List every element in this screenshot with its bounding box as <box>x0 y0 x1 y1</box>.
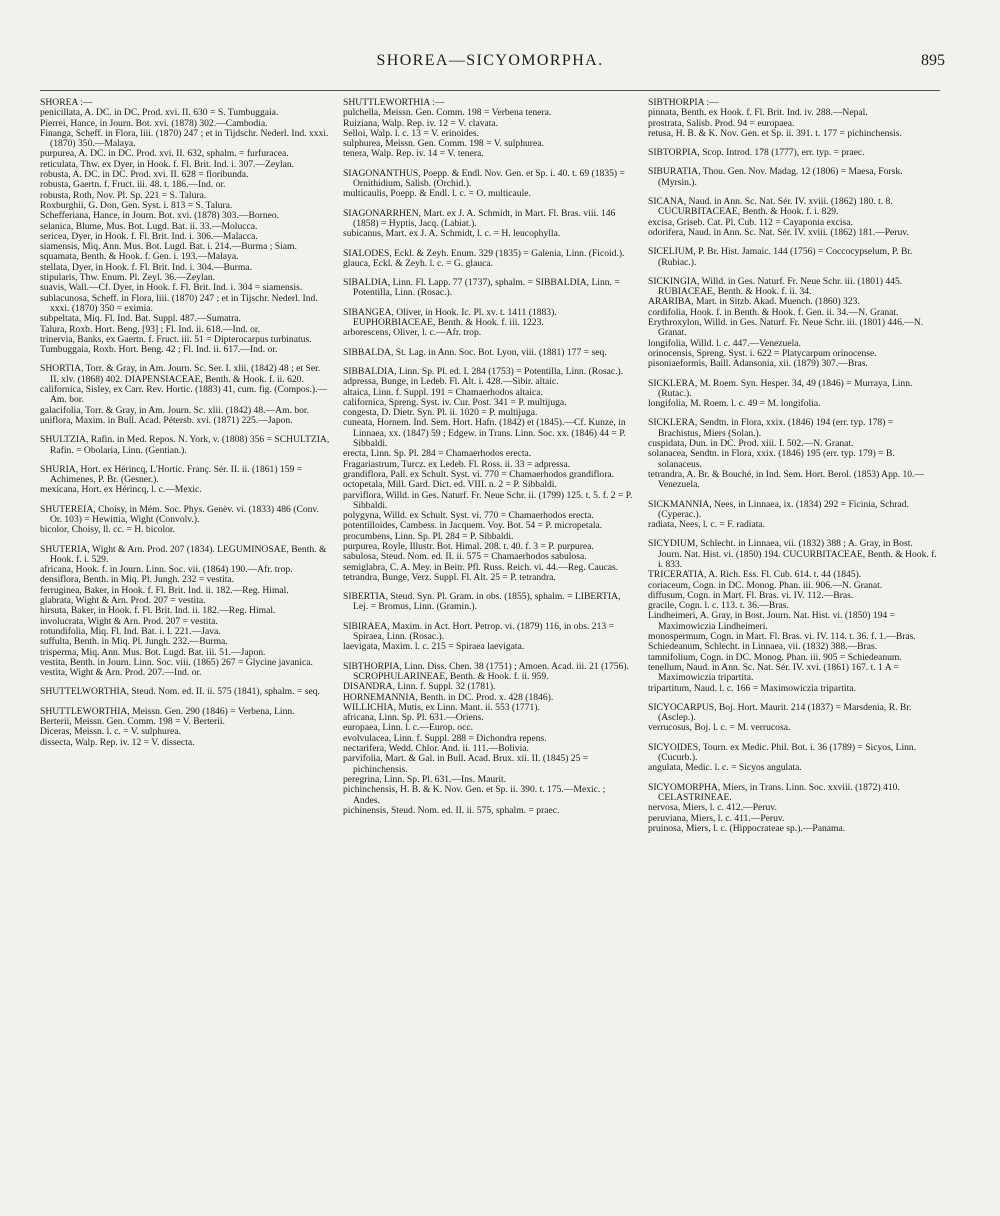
species-line: sulphurea, Meissn. Gen. Comm. 198 = V. sulphurea. <box>343 138 544 150</box>
species-line: californica, Spreng. Syst. iv. Cur. Post. 341 = P. multijuga. <box>343 396 567 408</box>
species-line: arborescens, Oliver, l. c.—Afr. trop. <box>343 327 482 339</box>
genus-entry <box>648 167 938 188</box>
species-line: Lindheimeri, A. Gray, in Bost. Journ. Nat. Hist. vi. (1850) 194 = Maximowiczia Lindheimeri. <box>648 610 896 632</box>
species-line: coriaceum, Cogn. in DC. Monog. Phan. iii. 906.—N. Granat. <box>648 579 883 591</box>
species-line: uniflora, Maxim. in Bull. Acad. Pétersb. xvi. (1871) 225.—Japon. <box>40 414 293 426</box>
genus-heading: SICKINGIA, Willd. in Ges. Naturf. Fr. Neue Schr. iii. (1801) 445. RUBIACEAE, Benth. & Hook. f. ii. 34. <box>648 275 903 298</box>
species-line: suavis, Wall.—Cf. Dyer, in Hook. f. Fl. Brit. Ind. i. 304 = siamensis. <box>40 282 303 294</box>
genus-entry <box>343 308 633 339</box>
genus-heading: SIBERTIA, Steud. Syn. Pl. Gram. in obs. (1855), sphalm. = LIBERTIA, Lej. = Bromus, Linn. (Gramin.). <box>343 591 621 613</box>
species-line: europaea, Linn. l. c.—Europ. occ. <box>343 722 473 734</box>
species-line: californica, Sisley, ex Carr. Rev. Hortic. (1883) 41, cum. fig. (Compos.).—Am. bor. <box>40 384 328 406</box>
genus-entry <box>343 98 633 160</box>
species-line: procumbens, Linn. Sp. Pl. 284 = P. Sibbaldi. <box>343 530 514 542</box>
species-line: purpurea, A. DC. in DC. Prod. xvi. II. 632, sphalm. = furfuracea. <box>40 148 289 160</box>
species-line: potentilloides, Cambess. in Jacquem. Voy. Bot. 54 = P. micropetala. <box>343 520 603 532</box>
species-line: Schefferiana, Hance, in Journ. Bot. xvi. (1878) 303.—Borneo. <box>40 210 280 222</box>
genus-heading: SICYOIDES, Tourn. ex Medic. Phil. Bot. i. 36 (1789) = Sicyos, Linn. (Cucurb.). <box>648 741 917 764</box>
species-line: sabulosa, Steud. Nom. ed. II. ii. 575 = Chamaerhodos sabulosa. <box>343 551 587 563</box>
species-line: cuspidata, Dun. in DC. Prod. xiii. I. 502.—N. Granat. <box>648 438 854 450</box>
genus-heading: SIBANGEA, Oliver, in Hook. Ic. Pl. xv. t. 1411 (1883). EUPHORBIACEAE, Benth. & Hook. f. iii. 1223. <box>343 306 557 329</box>
genus-heading: SICYOCARPUS, Boj. Hort. Maurit. 214 (1837) = Marsdenia, R. Br. (Asclep.). <box>648 701 912 724</box>
species-line: peruviana, Miers, l. c. 411.—Peruv. <box>648 812 785 824</box>
genus-heading: SIBBALDIA, Linn. Sp. Pl. ed. I. 284 (1753) = Potentilla, Linn. (Rosac.). <box>343 365 624 377</box>
species-line: Finanga, Scheff. in Flora, liii. (1870) 247 ; et in Tijdschr. Nederl. Ind. xxxi. (1870) 350.—Malaya. <box>40 127 329 150</box>
genus-heading: SICANA, Naud. in Ann. Sc. Nat. Sér. IV. xviii. (1862) 180. t. 8. CUCURBITACEAE, Benth. & Hook. f. i. 829. <box>648 196 893 218</box>
species-line: pichinchensis, H. B. & K. Nov. Gen. et Sp. ii. 390. t. 175.—Mexic. ; Andes. <box>343 784 606 806</box>
species-line: cuneata, Hornem. Ind. Sem. Hort. Hafn. (1842) et (1845).—Cf. Kunze, in Linnaea, xx. (1847) 59 ; Edgew. in Trans. Linn. Soc. xx. (1846) 44 = P. Sibbaldi. <box>343 417 626 450</box>
species-line: pisoniaeformis, Baill. Adansonia, xii. (1879) 307.—Bras. <box>648 358 868 370</box>
genus-heading: SIBTHORPIA :— <box>648 98 719 108</box>
species-line: parvifolia, Mart. & Gal. in Bull. Acad. Brux. xii. II. (1845) 25 = pichinchensis. <box>343 753 589 775</box>
species-line: pichinensis, Steud. Nom. ed. II. ii. 575, sphalm. = praec. <box>343 804 560 816</box>
genus-entry <box>648 148 938 158</box>
species-line: tenera, Walp. Rep. iv. 14 = V. tenera. <box>343 148 484 160</box>
species-line: glabrata, Wight & Arn. Prod. 207 = vestita. <box>40 595 206 607</box>
species-line: Roxburghii, G. Don, Gen. Syst. i. 813 = S. Talura. <box>40 199 233 211</box>
genus-entry <box>648 500 938 531</box>
species-line: angulata, Medic. l. c. = Sicyos angulata. <box>648 762 802 774</box>
genus-heading: SIBBALDA, St. Lag. in Ann. Soc. Bot. Lyon, viii. (1881) 177 = seq. <box>343 346 607 358</box>
species-line: bicolor, Choisy, ll. cc. = H. bicolor. <box>40 524 175 536</box>
species-line: retusa, H. B. & K. Nov. Gen. et Sp. ii. 391. t. 177 = pichinchensis. <box>648 127 902 139</box>
species-line: africana, Linn. Sp. Pl. 631.—Oriens. <box>343 712 484 724</box>
species-line: trisperma, Miq. Ann. Mus. Bot. Lugd. Bat. iii. 51.—Japon. <box>40 646 266 658</box>
genus-entry <box>648 539 938 693</box>
species-line: HORNEMANNIA, Benth. in DC. Prod. x. 428 (1846). <box>343 691 554 703</box>
genus-heading: SHOREA :— <box>40 98 93 108</box>
genus-entry <box>648 197 938 238</box>
genus-entry <box>40 505 330 536</box>
species-line: verrucosus, Boj. l. c. = M. verrucosa. <box>648 722 791 734</box>
genus-entry <box>648 743 938 774</box>
species-line: glauca, Eckl. & Zeyh. l. c. = G. glauca. <box>343 257 494 269</box>
genus-entry <box>343 348 633 358</box>
genus-entry <box>343 169 633 200</box>
genus-heading: SHURIA, Hort. ex Hérincq, L'Hortic. Franç. Sér. II. ii. (1861) 159 = Achimenes, P. Br. (Gesner.). <box>40 463 303 486</box>
species-line: pruinosa, Miers, l. c. (Hippocrateae sp.).—Panama. <box>648 822 846 834</box>
species-line: robusta, Roth, Nov. Pl. Sp. 221 = S. Talura. <box>40 189 207 201</box>
species-line: vestita, Wight & Arn. Prod. 207.—Ind. or. <box>40 667 202 679</box>
species-line: tripartitum, Naud. l. c. 166 = Maximowiczia tripartita. <box>648 682 856 694</box>
genus-entry <box>343 249 633 270</box>
genus-entry <box>648 277 938 370</box>
genus-entry <box>343 662 633 816</box>
species-line: dissecta, Walp. Rep. iv. 12 = V. dissecta. <box>40 736 195 748</box>
genus-entry <box>343 278 633 299</box>
species-line: tenellum, Naud. in Ann. Sc. Nat. Sér. IV. xvi. (1861) 167. t. 1 A = Maximowiczia tripartita. <box>648 661 899 684</box>
genus-entry <box>343 592 633 613</box>
species-line: Pierrei, Hance, in Journ. Bot. xvi. (1878) 302.—Cambodia. <box>40 117 268 129</box>
genus-heading: SIBTORPIA, Scop. Introd. 178 (1777), err. typ. = praec. <box>648 147 865 159</box>
page-number: 895 <box>921 52 945 69</box>
species-line: polygyna, Willd. ex Schult. Syst. vi. 770 = Chamaerhodos erecta. <box>343 510 594 522</box>
species-line: laevigata, Maxim. l. c. 215 = Spiraea laevigata. <box>343 641 525 653</box>
species-line: Diceras, Meissn. l. c. = V. sulphurea. <box>40 726 181 738</box>
species-line: multicaulis, Poepp. & Endl. l. c. = O. multicaule. <box>343 188 531 200</box>
genus-entry <box>40 545 330 679</box>
species-line: DISANDRA, Linn. f. Suppl. 32 (1781). <box>343 681 496 693</box>
species-line: adpressa, Bunge, in Ledeb. Fl. Alt. i. 428.—Sibir. altaic. <box>343 376 559 388</box>
genus-heading: SICKMANNIA, Nees, in Linnaea, ix. (1834) 292 = Ficinia, Schrad. (Cyperac.). <box>648 498 909 520</box>
species-line: excisa, Griseb. Cat. Pl. Cub. 112 = Cayaponia excisa. <box>648 216 853 228</box>
header-rule <box>40 90 940 91</box>
genus-entry <box>343 367 633 583</box>
species-line: Tumbuggaia, Roxb. Hort. Beng. 42 ; Fl. Ind. ii. 617.—Ind. or. <box>40 344 278 356</box>
species-line: penicillata, A. DC. in DC. Prod. xvi. II. 630 = S. Tumbuggaia. <box>40 107 279 119</box>
species-line: altaica, Linn. f. Suppl. 191 = Chamaerhodos altaica. <box>343 386 543 398</box>
genus-heading: SICKLERA, M. Roem. Syn. Hesper. 34, 49 (1846) = Murraya, Linn. (Rutac.). <box>648 377 913 399</box>
species-line: radiata, Nees, l. c. = F. radiata. <box>648 519 766 531</box>
genus-heading: SICKLERA, Sendtn. in Flora, xxix. (1846) 194 (err. typ. 178) = Brachistus, Miers (Solan.). <box>648 417 894 439</box>
genus-heading: SIBURATIA, Thou. Gen. Nov. Madag. 12 (1806) = Maesa, Forsk. (Myrsin.). <box>648 166 903 188</box>
species-line: longifolia, Willd. l. c. 447.—Venezuela. <box>648 337 801 349</box>
species-line: selanica, Blume, Mus. Bot. Lugd. Bat. ii. 33.—Molucca. <box>40 220 258 232</box>
running-title: SHOREA—SICYOMORPHA. <box>376 52 604 69</box>
genus-entry <box>648 418 938 490</box>
genus-heading: SHUTERIA, Wight & Arn. Prod. 207 (1834). LEGUMINOSAE, Benth. & Hook. f. i. 529. <box>40 543 327 565</box>
species-line: orinocensis, Spreng. Syst. i. 622 = Platycarpum orinocense. <box>648 347 877 359</box>
species-line: gracile, Cogn. l. c. 113. t. 36.—Bras. <box>648 600 789 612</box>
species-line: tetrandra, Bunge, Verz. Suppl. Fl. Alt. 25 = P. tetrandra. <box>343 571 556 583</box>
species-line: sublacunosa, Scheff. in Flora, liii. (1870) 247 ; et in Tijschr. Nederl. Ind. xxxi. (1870) 350 = eximia. <box>40 292 318 314</box>
genus-entry <box>40 687 330 697</box>
genus-entry <box>40 435 330 456</box>
genus-heading: SIAGONANTHUS, Poepp. & Endl. Nov. Gen. et Sp. i. 40. t. 69 (1835) = Ornithidium, Salisb. (Orchid.). <box>343 167 625 190</box>
genus-heading: SIBIRAEA, Maxim. in Act. Hort. Petrop. vi. (1879) 116, in obs. 213 = Spiraea, Linn. (Rosac.). <box>343 620 615 643</box>
genus-entry <box>40 707 330 748</box>
species-line: galacifolia, Torr. & Gray, in Am. Journ. Sc. xlii. (1842) 48.—Am. bor. <box>40 404 309 416</box>
species-line: peregrina, Linn. Sp. Pl. 631.—Ins. Maurit. <box>343 773 507 785</box>
species-line: longifolia, M. Roem. l. c. 49 = M. longifolia. <box>648 398 821 410</box>
species-line: Selloi, Walp. l. c. 13 = V. erinoides. <box>343 127 480 139</box>
species-line: WILLICHIA, Mutis, ex Linn. Mant. ii. 553 (1771). <box>343 701 540 713</box>
genus-heading: SIBALDIA, Linn. Fl. Lapp. 77 (1737), sphalm. = SIBBALDIA, Linn. = Potentilla, Linn. (Rosac.). <box>343 277 620 299</box>
column-3 <box>648 98 938 1206</box>
species-line: Ruiziana, Walp. Rep. iv. 12 = V. clavata. <box>343 117 499 129</box>
genus-entry <box>40 98 330 355</box>
species-line: tamnifolium, Cogn. in DC. Monog. Phan. iii. 905 = Schiedeanum. <box>648 651 902 663</box>
species-line: solanacea, Sendtn. in Flora, xxix. (1846) 195 (err. typ. 179) = B. solanaceus. <box>648 448 895 470</box>
genus-entry <box>648 98 938 139</box>
column-1 <box>40 98 330 1206</box>
species-line: mexicana, Hort. ex Hérincq, l. c.—Mexic. <box>40 484 202 496</box>
genus-heading: SICYOMORPHA, Miers, in Trans. Linn. Soc. xxviii. (1872) 410. CELASTRINEAE. <box>648 781 900 803</box>
species-line: sericea, Dyer, in Hook. f. Fl. Brit. Ind. i. 306.—Malacca. <box>40 230 258 242</box>
genus-heading: SIALODES, Eckl. & Zeyh. Enum. 329 (1835) = Galenia, Linn. (Ficoid.). <box>343 247 625 259</box>
species-line: grandiflora, Pall. ex Schult. Syst. vi. 770 = Chamaerhodos grandiflora. <box>343 468 615 480</box>
species-line: subpeltata, Miq. Fl. Ind. Bat. Suppl. 487.—Sumatra. <box>40 313 241 325</box>
species-line: nervosa, Miers, l. c. 412.—Peruv. <box>648 802 777 814</box>
species-line: Talura, Roxb. Hort. Beng. [93] ; Fl. Ind. ii. 618.—Ind. or. <box>40 323 260 335</box>
species-line: monospermum, Cogn. in Mart. Fl. Bras. vi. IV. 114. t. 36. f. 1.—Bras. <box>648 631 916 643</box>
genus-entry <box>648 379 938 410</box>
genus-entry <box>648 247 938 268</box>
species-line: congesta, D. Dietr. Syn. Pl. ii. 1020 = P. multijuga. <box>343 407 538 419</box>
species-line: semiglabra, C. A. Mey. in Beitr. Pfl. Russ. Reich. vi. 44.—Reg. Caucas. <box>343 561 619 573</box>
species-line: hirsuta, Baker, in Hook. f. Fl. Brit. Ind. ii. 182.—Reg. Himal. <box>40 605 276 617</box>
page-header <box>40 52 945 74</box>
species-line: odorifera, Naud. in Ann. Sc. Nat. Sér. IV. xviii. (1862) 181.—Peruv. <box>648 226 909 238</box>
species-line: cordifolia, Hook. f. in Benth. & Hook. f. Gen. ii. 34.—N. Granat. <box>648 306 899 318</box>
species-line: squamata, Benth. & Hook. f. Gen. i. 193.—Malaya. <box>40 251 239 263</box>
genus-heading: SHUTTELWORTHIA, Steud. Nom. ed. II. ii. 575 (1841), sphalm. = seq. <box>40 686 320 698</box>
species-line: nectarifera, Wedd. Chlor. And. ii. 111.—Bolivia. <box>343 743 529 755</box>
species-line: africana, Hook. f. in Journ. Linn. Soc. vii. (1864) 190.—Afr. trop. <box>40 564 293 576</box>
species-line: reticulata, Thw. ex Dyer, in Hook. f. Fl. Brit. Ind. i. 307.—Zeylan. <box>40 158 295 170</box>
species-line: TRICERATIA, A. Rich. Ess. Fl. Cub. 614. t. 44 (1845). <box>648 569 862 581</box>
species-line: suffulta, Benth. in Miq. Pl. Jungh. 232.—Burma. <box>40 636 228 648</box>
genus-heading: SIBTHORPIA, Linn. Diss. Chen. 38 (1751) ; Amoen. Acad. iii. 21 (1756). SCROPHULARINEAE, Benth. & Hook. f. ii. 959. <box>343 660 629 682</box>
species-line: robusta, A. DC. in DC. Prod. xvi. II. 628 = floribunda. <box>40 169 249 181</box>
species-line: diffusum, Cogn. in Mart. Fl. Bras. vi. IV. 112.—Bras. <box>648 589 854 601</box>
genus-heading: SHUTTLEWORTHIA :— <box>343 98 445 108</box>
genus-heading: SHORTIA, Torr. & Gray, in Am. Journ. Sc. Ser. I. xlii. (1842) 48 ; et Ser. II. xlv. (1868) 402. DIAPENSIACEAE, Benth. & Hook. f. ii. 620. <box>40 363 321 385</box>
genus-entry <box>40 465 330 496</box>
species-line: siamensis, Miq. Ann. Mus. Bot. Lugd. Bat. i. 214.—Burma ; Siam. <box>40 241 297 253</box>
genus-entry <box>648 703 938 734</box>
species-line: robusta, Gaertn. f. Fruct. iii. 48. t. 186.—Ind. or. <box>40 179 226 191</box>
genus-entry <box>40 364 330 426</box>
species-line: octopetala, Mill. Gard. Dict. ed. VIII. n. 2 = P. Sibbaldi. <box>343 479 557 491</box>
genus-heading: SIAGONARRHEN, Mart. ex J. A. Schmidt, in Mart. Fl. Bras. viii. 146 (1858) = Hyptis, Jacq. (Labiat.). <box>343 207 616 229</box>
species-line: pinnata, Benth. ex Hook. f. Fl. Brit. Ind. iv. 288.—Nepal. <box>648 107 868 119</box>
genus-heading: SHULTZIA, Rafin. in Med. Repos. N. York, v. (1808) 356 = SCHULTZIA, Rafin. = Obolaria, Linn. (Gentian.). <box>40 434 330 456</box>
species-line: ferruginea, Baker, in Hook. f. Fl. Brit. Ind. ii. 182.—Reg. Himal. <box>40 584 289 596</box>
species-line: erecta, Linn. Sp. Pl. 284 = Chamaerhodos erecta. <box>343 448 532 460</box>
species-line: tetrandra, A. Br. & Bouché, in Ind. Sem. Hort. Berol. (1853) App. 10.—Venezuela. <box>648 468 925 491</box>
species-line: subicanus, Mart. ex J. A. Schmidt, l. c. = H. leucophylla. <box>343 228 561 240</box>
genus-heading: SHUTTLEWORTHIA, Meissn. Gen. 290 (1846) = Verbena, Linn. <box>40 705 295 717</box>
genus-heading: SHUTEREIA, Choisy, in Mém. Soc. Phys. Genèv. vi. (1833) 486 (Conv. Or. 103) = Hewittia, Wight (Convolv.). <box>40 503 320 525</box>
species-line: densiflora, Benth. in Miq. Pl. Jungh. 232 = vestita. <box>40 574 235 586</box>
column-2 <box>343 98 633 1206</box>
genus-entry <box>648 783 938 834</box>
species-line: purpurea, Royle, Illustr. Bot. Himal. 208. t. 40. f. 3 = P. purpurea. <box>343 540 594 552</box>
species-line: Berterii, Meissn. Gen. Comm. 198 = V. Berterii. <box>40 716 225 728</box>
species-line: vestita, Benth. in Journ. Linn. Soc. viii. (1865) 267 = Glycine javanica. <box>40 656 313 668</box>
species-line: involucrata, Wight & Arn. Prod. 207 = vestita. <box>40 615 218 627</box>
genus-heading: SICELIUM, P. Br. Hist. Jamaic. 144 (1756) = Coccocypselum, P. Br. (Rubiac.). <box>648 246 913 268</box>
species-line: pulchella, Meissn. Gen. Comm. 198 = Verbena tenera. <box>343 107 552 119</box>
genus-heading: SICYDIUM, Schlecht. in Linnaea, vii. (1832) 388 ; A. Gray, in Bost. Journ. Nat. Hist. vi. (1850) 194. CUCURBITACEAE, Benth. & Hook. f. i. 833. <box>648 538 937 570</box>
species-line: Erythroxylon, Willd. in Ges. Naturf. Fr. Neue Schr. iii. (1801) 446.—N. Granat. <box>648 317 924 339</box>
species-line: stellata, Dyer, in Hook. f. Fl. Brit. Ind. i. 304.—Burma. <box>40 261 252 273</box>
species-line: trinervia, Banks, ex Gaertn. f. Fruct. iii. 51 = Dipterocarpus turbinatus. <box>40 333 312 345</box>
genus-entry <box>343 622 633 653</box>
species-line: rotundifolia, Miq. Fl. Ind. Bat. i. I. 221.—Java. <box>40 625 221 637</box>
species-line: ARARIBA, Mart. in Sitzb. Akad. Muench. (1860) 323. <box>648 296 860 308</box>
species-line: evolvulacea, Linn. f. Suppl. 288 = Dichondra repens. <box>343 732 547 744</box>
species-line: stipularis, Thw. Enum. Pl. Zeyl. 36.—Zeylan. <box>40 272 216 284</box>
genus-entry <box>343 209 633 240</box>
species-line: prostrata, Salisb. Prod. 94 = europaea. <box>648 117 795 129</box>
species-line: Schiedeanum, Schlecht. in Linnaea, vii. (1832) 388.—Bras. <box>648 641 878 653</box>
species-line: Fragariastrum, Turcz. ex Ledeb. Fl. Ross. ii. 33 = adpressa. <box>343 458 571 470</box>
species-line: parviflora, Willd. in Ges. Naturf. Fr. Neue Schr. ii. (1799) 125. t. 5. f. 2 = P. Sibbaldi. <box>343 489 633 511</box>
